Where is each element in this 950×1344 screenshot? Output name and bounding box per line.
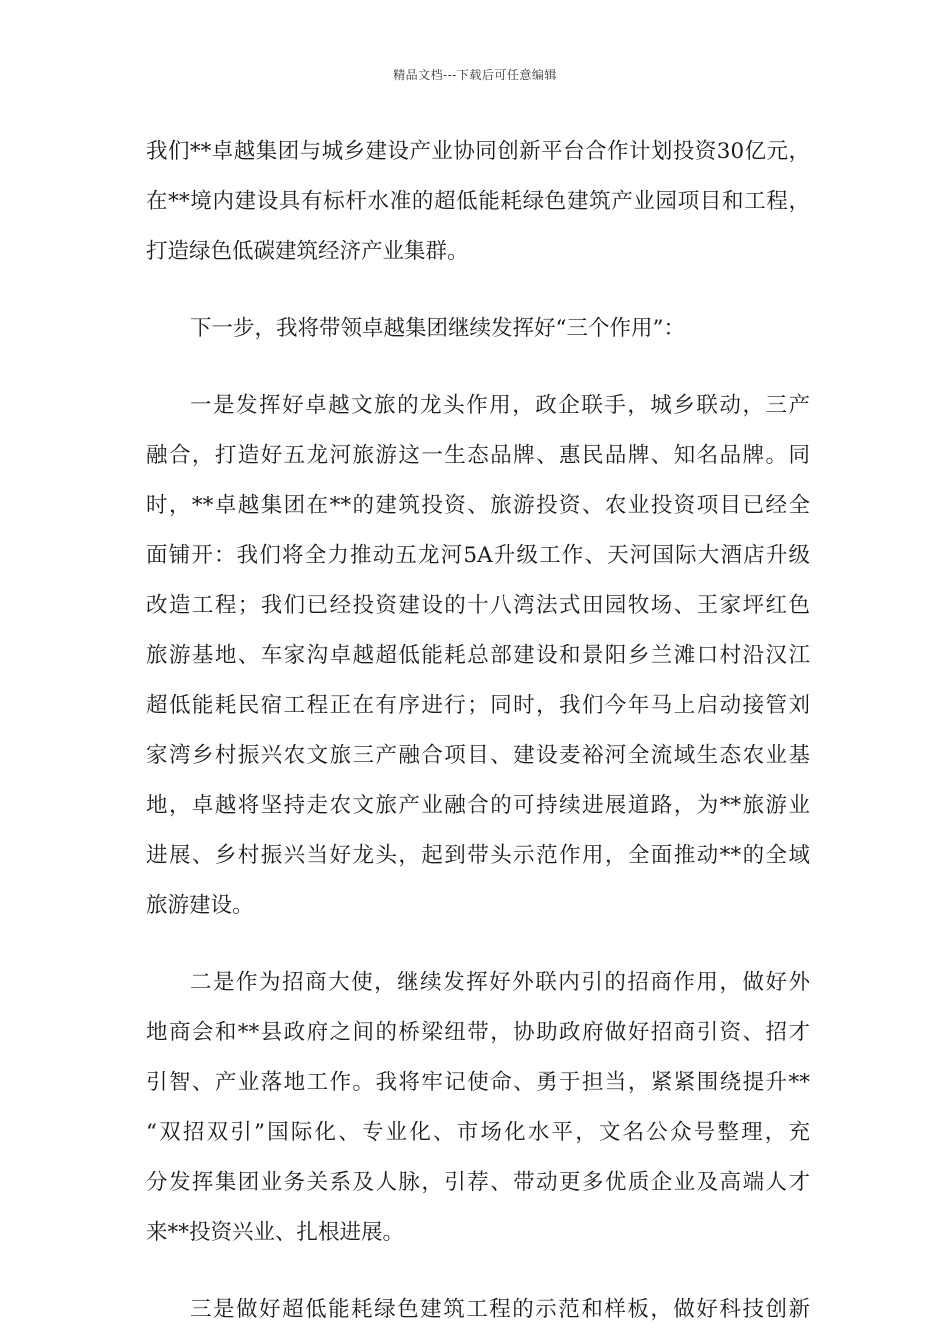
text-line: 面铺开：我们将全力推动五龙河5A升级工作、天河国际大酒店升级 xyxy=(146,543,810,568)
text-line: 融合，打造好五龙河旅游这一生态品牌、惠民品牌、知名品牌。同 xyxy=(146,443,810,468)
text-line: 引智、产业落地工作。我将牢记使命、勇于担当，紧紧围绕提升** xyxy=(146,1070,810,1095)
page-header: 精品文档---下载后可任意编辑 xyxy=(393,68,557,82)
text-line: 家湾乡村振兴农文旅三产融合项目、建设麦裕河全流域生态农业基 xyxy=(146,743,810,768)
text-line: 打造绿色低碳建筑经济产业集群。 xyxy=(146,239,469,264)
paragraph xyxy=(146,1285,810,1335)
text-line: 超低能耗民宿工程正在有序进行；同时，我们今年马上启动接管刘 xyxy=(146,693,810,718)
text-line: 二是作为招商大使，继续发挥好外联内引的招商作用，做好外 xyxy=(190,970,810,995)
paragraph xyxy=(146,304,810,354)
text-line: “双招双引”国际化、专业化、市场化水平，文名公众号整理，充 xyxy=(146,1120,810,1145)
text-line: 一是发挥好卓越文旅的龙头作用，政企联手，城乡联动，三产 xyxy=(190,393,810,418)
text-line: 我们**卓越集团与城乡建设产业协同创新平台合作计划投资30亿元， xyxy=(146,139,810,164)
text-line: 三是做好超低能耗绿色建筑工程的示范和样板，做好科技创新 xyxy=(190,1297,810,1322)
text-line: 分发挥集团业务关系及人脉，引荐、带动更多优质企业及高端人才 xyxy=(146,1170,810,1195)
text-line: 来**投资兴业、扎根进展。 xyxy=(146,1220,405,1245)
paragraph xyxy=(146,127,810,277)
document-body xyxy=(146,127,810,1335)
text-line: 下一步，我将带领卓越集团继续发挥好“三个作用”： xyxy=(190,316,685,341)
text-line: 旅游基地、车家沟卓越超低能耗总部建设和景阳乡兰滩口村沿汉江 xyxy=(146,643,810,668)
paragraph xyxy=(146,958,810,1258)
text-line: 改造工程；我们已经投资建设的十八湾法式田园牧场、王家坪红色 xyxy=(146,593,810,618)
text-line: 在**境内建设具有标杆水准的超低能耗绿色建筑产业园项目和工程， xyxy=(146,189,810,214)
text-line: 旅游建设。 xyxy=(146,893,254,918)
text-line: 进展、乡村振兴当好龙头，起到带头示范作用，全面推动**的全域 xyxy=(146,843,810,868)
text-line: 地，卓越将坚持走农文旅产业融合的可持续进展道路，为**旅游业 xyxy=(146,793,810,818)
paragraph xyxy=(146,381,810,931)
text-line: 时，**卓越集团在**的建筑投资、旅游投资、农业投资项目已经全 xyxy=(146,493,810,518)
text-line: 地商会和**县政府之间的桥梁纽带，协助政府做好招商引资、招才 xyxy=(146,1020,810,1045)
